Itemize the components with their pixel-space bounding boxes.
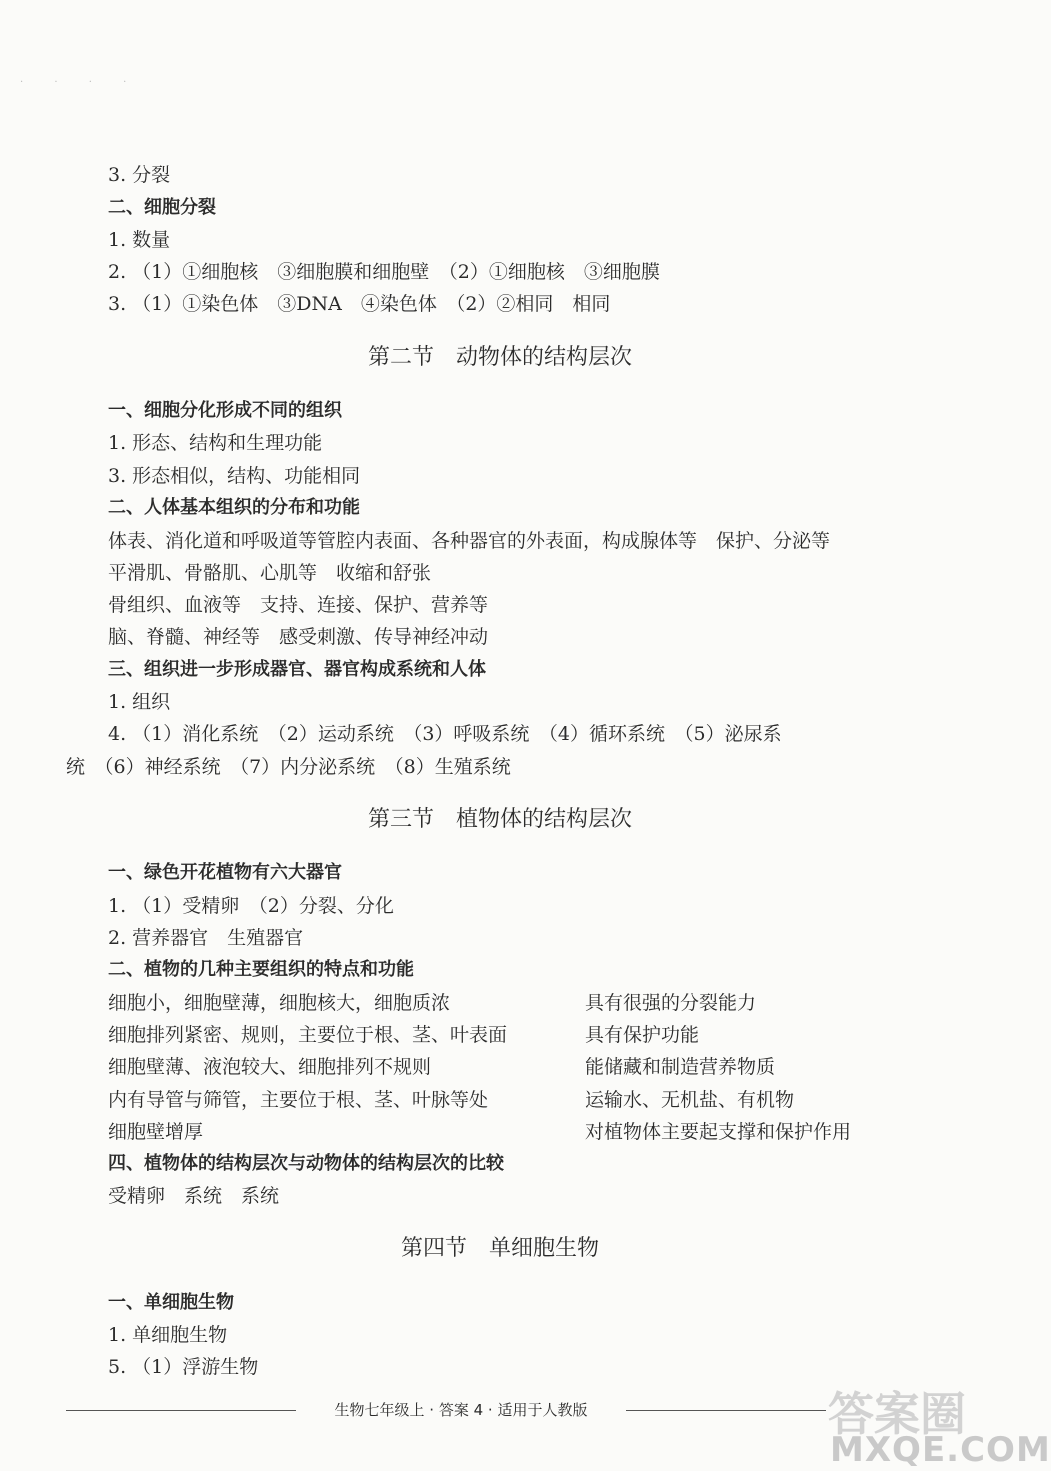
section-heading: 三、组织进一步形成器官、器官构成系统和人体 bbox=[108, 659, 486, 680]
scan-dots: . . . . bbox=[20, 74, 141, 85]
answer-line: 3. （1）①染色体 ③DNA ④染色体 （2）②相同 相同 bbox=[108, 293, 611, 315]
answer-line: 1. 组织 bbox=[108, 691, 171, 713]
section-heading: 二、细胞分裂 bbox=[108, 197, 216, 218]
section-heading: 一、绿色开花植物有六大器官 bbox=[108, 862, 342, 883]
section-heading: 一、单细胞生物 bbox=[108, 1292, 234, 1313]
answer-line: 1. 单细胞生物 bbox=[108, 1324, 228, 1346]
answer-line-continued: 统 （6）神经系统 （7）内分泌系统 （8）生殖系统 bbox=[66, 756, 511, 778]
tissue-function: 具有保护功能 bbox=[585, 1024, 700, 1046]
answer-line: 5. （1）浮游生物 bbox=[108, 1356, 259, 1378]
tissue-feature: 细胞壁薄、液泡较大、细胞排列不规则 bbox=[108, 1056, 432, 1078]
tissue-feature: 细胞排列紧密、规则，主要位于根、茎、叶表面 bbox=[108, 1024, 508, 1046]
tissue-feature: 内有导管与筛管，主要位于根、茎、叶脉等处 bbox=[108, 1089, 489, 1111]
footer-rule-left bbox=[66, 1410, 296, 1411]
chapter-title: 第二节 动物体的结构层次 bbox=[367, 345, 632, 370]
answer-line: 3. 分裂 bbox=[108, 164, 171, 186]
section-heading: 二、人体基本组织的分布和功能 bbox=[108, 497, 360, 518]
answer-line: 3. 形态相似，结构、功能相同 bbox=[108, 465, 361, 487]
footer-label: 生物七年级上 · 答案 4 · 适用于人教版 bbox=[334, 1401, 588, 1419]
tissue-feature: 细胞壁增厚 bbox=[108, 1121, 204, 1143]
answer-line: 2. 营养器官 生殖器官 bbox=[108, 927, 304, 949]
answer-line: 脑、脊髓、神经等 感受刺激、传导神经冲动 bbox=[108, 626, 489, 648]
answer-line: 1. （1）受精卵 （2）分裂、分化 bbox=[108, 895, 394, 917]
answer-line: 平滑肌、骨骼肌、心肌等 收缩和舒张 bbox=[108, 562, 432, 584]
tissue-function: 对植物体主要起支撑和保护作用 bbox=[585, 1121, 852, 1143]
answer-line: 受精卵 系统 系统 bbox=[108, 1185, 280, 1207]
watermark-logo: 答案圈 bbox=[828, 1387, 966, 1441]
answer-line: 1. 数量 bbox=[108, 229, 171, 251]
chapter-title: 第三节 植物体的结构层次 bbox=[367, 807, 632, 832]
section-heading: 二、植物的几种主要组织的特点和功能 bbox=[108, 959, 414, 980]
answer-line: 4. （1）消化系统 （2）运动系统 （3）呼吸系统 （4）循环系统 （5）泌尿系 bbox=[108, 723, 782, 745]
tissue-function: 具有很强的分裂能力 bbox=[585, 992, 757, 1014]
watermark-url: MXQE.COM bbox=[830, 1430, 1051, 1470]
tissue-function: 能储藏和制造营养物质 bbox=[585, 1056, 776, 1078]
section-heading: 一、细胞分化形成不同的组织 bbox=[108, 400, 342, 421]
footer-rule-right bbox=[626, 1410, 826, 1411]
chapter-title: 第四节 单细胞生物 bbox=[400, 1236, 599, 1261]
answer-line: 体表、消化道和呼吸道等管腔内表面、各种器官的外表面，构成腺体等 保护、分泌等 bbox=[108, 530, 831, 552]
tissue-feature: 细胞小，细胞壁薄，细胞核大，细胞质浓 bbox=[108, 992, 451, 1014]
section-heading: 四、植物体的结构层次与动物体的结构层次的比较 bbox=[108, 1153, 504, 1174]
answer-line: 2. （1）①细胞核 ③细胞膜和细胞壁 （2）①细胞核 ③细胞膜 bbox=[108, 261, 660, 283]
answer-line: 1. 形态、结构和生理功能 bbox=[108, 432, 323, 454]
answer-line: 骨组织、血液等 支持、连接、保护、营养等 bbox=[108, 594, 489, 616]
tissue-function: 运输水、无机盐、有机物 bbox=[585, 1089, 795, 1111]
